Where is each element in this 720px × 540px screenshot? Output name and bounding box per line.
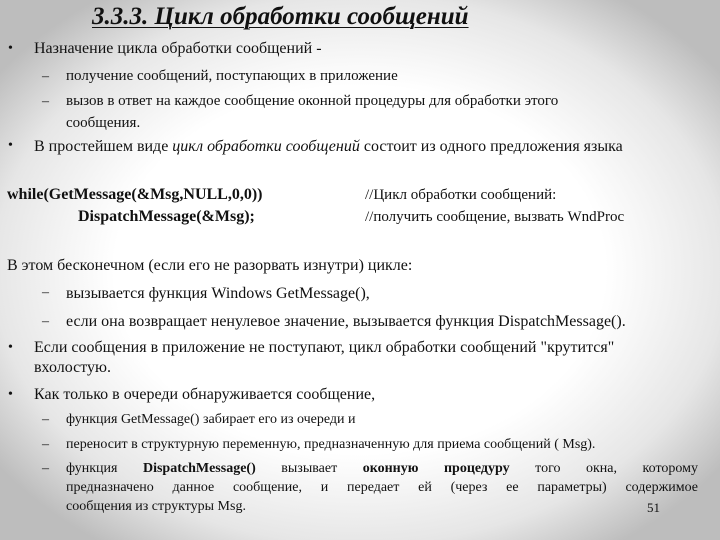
list-item: функция GetMessage() забирает его из очереди и [66,412,356,427]
text-part: функция [66,461,143,476]
text-part: вызывает [255,461,363,476]
queue-heading: Как только в очереди обнаруживается сообщение, [34,386,376,403]
list-item: переносит в структурную переменную, предназначенную для приема сообщений ( Msg). [66,437,596,452]
code-comment: //получить сообщение, вызвать WndProc [365,209,625,225]
list-item-continuation: сообщения из структуры Msg. [66,499,246,514]
code-line: DispatchMessage(&Msg); [78,208,255,225]
list-item-continuation: предназначено данное сообщение, и передает ей (через ее параметры) содержимое [66,480,698,495]
bullet: • [8,138,13,153]
idle-sentence: Если сообщения в приложение не поступают, цикл обработки сообщений "крутится" [34,339,615,356]
dash: – [42,437,49,452]
dash: – [42,314,49,329]
dash: – [42,69,49,84]
purpose-heading: Назначение цикла обработки сообщений - [34,40,322,57]
dash: – [42,285,49,300]
idle-sentence-continuation: вхолостую. [34,359,111,376]
list-item: вызывается функция Windows GetMessage(), [66,285,370,302]
window-procedure-term: оконную процедуру [362,461,510,476]
dash: – [42,412,49,427]
list-item [66,461,698,477]
sentence-prefix: В простейшем виде [34,138,173,155]
function-name: DispatchMessage() [142,461,256,476]
sentence-emphasis: цикл обработки сообщений [172,138,360,155]
loop-intro: В этом бесконечном (если его не разорвать изнутри) цикле: [7,257,413,274]
simple-form-sentence [34,138,623,156]
list-item-continuation: сообщения. [66,115,141,131]
sentence-suffix: состоит из одного предложения языка [359,138,623,155]
bullet: • [8,340,13,355]
slide-title: 3.3.3. Цикл обработки сообщений [92,3,469,30]
code-comment: //Цикл обработки сообщений: [365,187,557,203]
text-part: того окна, которому [509,461,698,476]
dash: – [42,461,49,476]
code-line: while(GetMessage(&Msg,NULL,0,0)) [7,186,263,203]
dash: – [42,94,49,109]
page-number: 51 [647,500,660,515]
bullet: • [8,387,13,402]
list-item: получение сообщений, поступающих в приложение [66,68,398,84]
list-item: если она возвращает ненулевое значение, вызывается функция DispatchMessage(). [66,313,626,330]
list-item: вызов в ответ на каждое сообщение оконной процедуры для обработки этого [66,93,559,109]
bullet: • [8,41,13,56]
